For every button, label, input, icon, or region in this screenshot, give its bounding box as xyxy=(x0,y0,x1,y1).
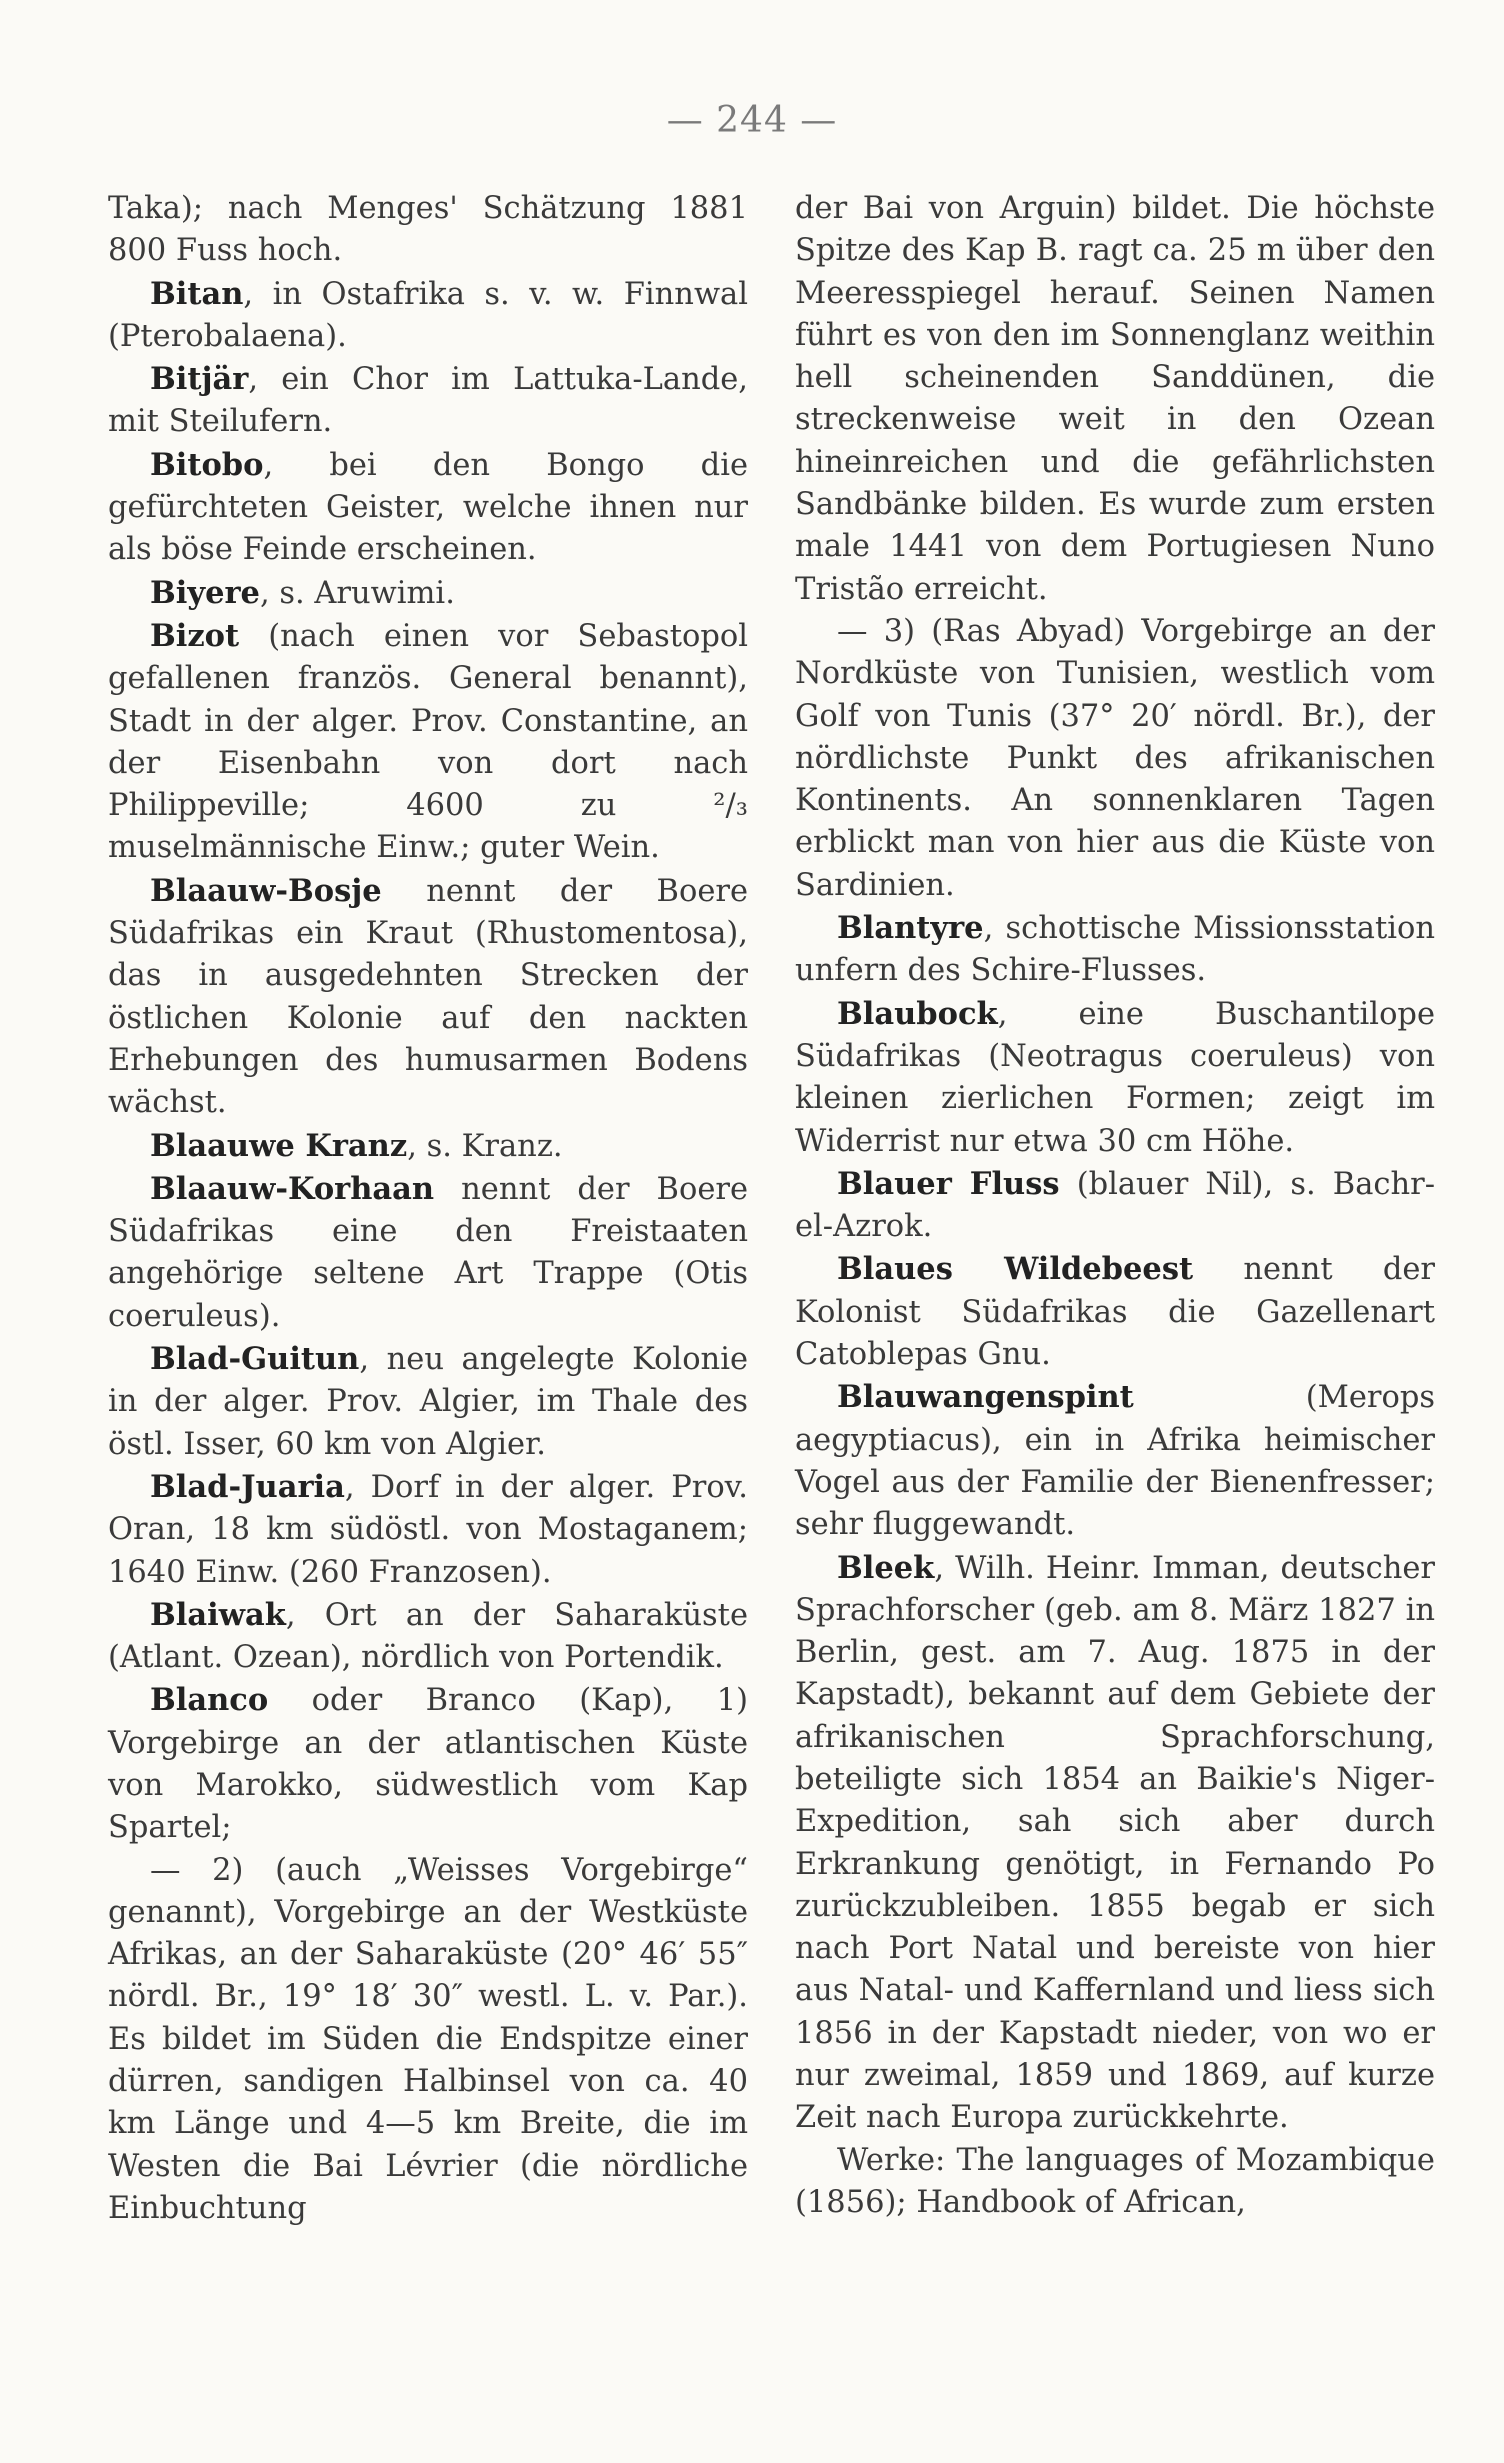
entry-text: nennt der Kolonist Südafrikas die Gazellenart Catoblepas Gnu. xyxy=(795,1252,1436,1373)
entry-headword: Biyere xyxy=(150,574,260,611)
dictionary-entry xyxy=(108,1466,748,1594)
entry-text: Taka); nach Menges' Schätzung 1881 800 Fuss hoch. xyxy=(108,191,748,269)
entry-headword: Blauer Fluss xyxy=(837,1165,1060,1202)
dictionary-entry xyxy=(108,358,748,444)
entry-headword: Bitjär xyxy=(150,361,249,398)
entry-headword: Blaiwak xyxy=(150,1596,286,1633)
dictionary-entry xyxy=(795,188,1435,611)
dictionary-entry xyxy=(795,1163,1435,1249)
dictionary-entry xyxy=(108,1125,748,1168)
entry-text: , s. Aruwimi. xyxy=(259,575,455,611)
dictionary-entry xyxy=(795,1376,1435,1546)
entry-text: — 2) (auch „Weisses Vorgebirge“ genannt), Vorgebirge an der Westküste Afrikas, an der Saharaküste (20° 46′ 55″ nördl. Br., 19° 18′ 30″ westl. L. v. Par.). Es bildet im Süden die Endspitze einer dürren, sandigen Halbinsel von ca. 40 km Länge und 4—5 km Breite, die im Westen die Bai Lévrier (die nördliche Einbuchtung xyxy=(108,1852,748,2226)
dictionary-entry xyxy=(108,572,748,615)
dictionary-entry xyxy=(108,1679,748,1849)
dictionary-entry xyxy=(795,1248,1435,1376)
dictionary-entry xyxy=(795,611,1435,907)
entry-text: Werke: The languages of Mozambique (1856); Handbook of African, xyxy=(795,2142,1435,2220)
dictionary-entry xyxy=(108,1168,748,1338)
entry-headword: Blaauwe Kranz xyxy=(150,1127,408,1164)
entry-headword: Blad-Juaria xyxy=(150,1468,345,1505)
entry-headword: Blaauw-Bosje xyxy=(150,872,382,909)
entry-headword: Bizot xyxy=(150,617,240,654)
entry-headword: Blantyre xyxy=(837,910,984,947)
dictionary-entry xyxy=(108,870,748,1125)
entry-text: , eine Buschantilope Südafrikas (Neotragus coeruleus) von kleinen zierlichen Formen; zeigt im Widerrist nur etwa 30 cm Höhe. xyxy=(795,996,1435,1159)
dictionary-entry xyxy=(108,1338,748,1466)
entry-headword: Blanco xyxy=(150,1682,269,1719)
dictionary-entry xyxy=(108,1850,748,2231)
entry-headword: Blad-Guitun xyxy=(150,1341,360,1378)
entry-text: , Dorf in der alger. Prov. Oran, 18 km südöstl. von Mostaganem; 1640 Einw. (260 Franzosen). xyxy=(108,1469,748,1590)
left-column xyxy=(108,188,748,2230)
entry-text: , neu angelegte Kolonie in der alger. Prov. Algier, im Thale des östl. Isser, 60 km von Algier. xyxy=(108,1342,748,1462)
entry-text: , ein Chor im Lattuka-Lande, mit Steilufern. xyxy=(108,362,748,440)
entry-headword: Blauwangenspint xyxy=(837,1379,1134,1416)
entry-text: oder Branco (Kap), 1) Vorgebirge an der atlantischen Küste von Marokko, südwestlich vom Kap Spartel; xyxy=(108,1683,748,1846)
entry-text: , Ort an der Saharaküste (Atlant. Ozean), nördlich von Portendik. xyxy=(108,1597,748,1676)
entry-headword: Bleek xyxy=(837,1549,935,1586)
entry-text: (blauer Nil), s. Bachr-el-Azrok. xyxy=(795,1166,1436,1245)
entry-headword: Blaubock xyxy=(837,995,998,1032)
entry-text: , schottische Missionsstation unfern des Schire-Flusses. xyxy=(795,911,1435,989)
page-number: — 244 — xyxy=(666,100,838,141)
entry-text: nennt der Boere Südafrikas ein Kraut (Rhustomentosa), das in ausgedehnten Strecken der östlichen Kolonie auf den nackten Erhebungen des humusarmen Bodens wächst. xyxy=(108,873,748,1121)
entry-text: (nach einen vor Sebastopol gefallenen französ. General benannt), Stadt in der alger. Prov. Constantine, an der Eisenbahn von dort nach Philippeville; 4600 zu ²/₃ muselmännische Einw.; guter Wein. xyxy=(108,618,748,866)
dictionary-entry xyxy=(795,907,1435,993)
dictionary-entry xyxy=(795,993,1435,1163)
entry-text: (Merops aegyptiacus), ein in Afrika heimischer Vogel aus der Familie der Bienenfresser; sehr fluggewandt. xyxy=(795,1380,1435,1543)
entry-headword: Bitobo xyxy=(150,446,264,483)
entry-text: der Bai von Arguin) bildet. Die höchste Spitze des Kap B. ragt ca. 25 m über den Meeresspiegel herauf. Seinen Namen führt es von den im Sonnenglanz weithin hell scheinenden Sanddünen, die streckenweise weit in den Ozean hineinreichen und die gefährlichsten Sandbänke bilden. Es wurde zum ersten male 1441 von dem Portugiesen Nuno Tristão erreicht. xyxy=(795,191,1435,607)
entry-text: , bei den Bongo die gefürchteten Geister, welche ihnen nur als böse Feinde erscheinen. xyxy=(108,447,748,568)
entry-headword: Blaues Wildebeest xyxy=(837,1251,1194,1288)
dictionary-entry xyxy=(108,444,748,572)
entry-text: , in Ostafrika s. v. w. Finnwal (Pterobalaena). xyxy=(108,276,748,354)
right-column xyxy=(795,188,1435,2224)
dictionary-entry xyxy=(108,273,748,359)
entry-text: , s. Kranz. xyxy=(407,1128,563,1164)
dictionary-entry xyxy=(108,1594,748,1680)
entry-text: nennt der Boere Südafrikas eine den Freistaaten angehörige seltene Art Trappe (Otis coeruleus). xyxy=(108,1171,748,1334)
dictionary-entry xyxy=(795,2140,1435,2225)
entry-text: , Wilh. Heinr. Imman, deutscher Sprachforscher (geb. am 8. März 1827 in Berlin, gest. am 7. Aug. 1875 in der Kapstadt), bekannt auf dem Gebiete der afrikanischen Sprachforschung, beteiligte sich 1854 an Baikie's Niger-Expedition, sah sich aber durch Erkrankung genötigt, in Fernando Po zurückzubleiben. 1855 begab er sich nach Port Natal und bereiste von hier aus Natal- und Kaffernland und liess sich 1856 in der Kapstadt nieder, von wo er nur zweimal, 1859 und 1869, auf kurze Zeit nach Europa zurückkehrte. xyxy=(795,1550,1435,2136)
entry-text: — 3) (Ras Abyad) Vorgebirge an der Nordküste von Tunisien, westlich vom Golf von Tunis (37° 20′ nördl. Br.), der nördlichste Punkt des afrikanischen Kontinents. An sonnenklaren Tagen erblickt man von hier aus die Küste von Sardinien. xyxy=(795,613,1435,903)
dictionary-entry xyxy=(108,188,748,273)
entry-headword: Blaauw-Korhaan xyxy=(150,1170,435,1207)
dictionary-entry xyxy=(108,615,748,870)
entry-headword: Bitan xyxy=(150,275,244,312)
dictionary-entry xyxy=(795,1547,1435,2140)
